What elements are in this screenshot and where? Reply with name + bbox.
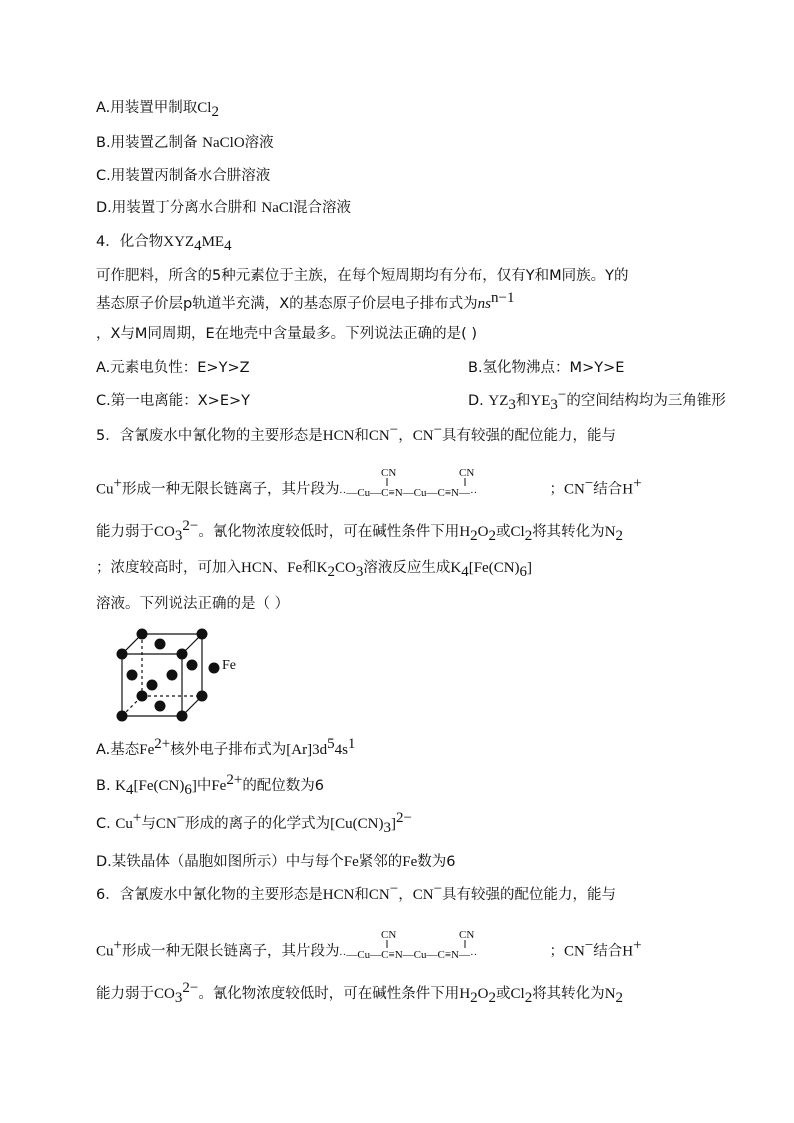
q5-stem-line3: 能力弱于$CO_3^{2-}$。氰化物浓度较低时，可在碱性条件下用$H_2O_2$或$Cl_2$将其转化为$N_2$	[96, 518, 624, 544]
q5-stem-line2: Cu+形成一种无限长链离子，其片段为 CN CN ··—Cu—C≡N—Cu—C≡N—·· ；CN−结合H+	[96, 466, 754, 500]
q6-stem-line3: 能力弱于$CO_3^{2-}$。氰化物浓度较低时，可在碱性条件下用$H_2O_2$或$Cl_2$将其转化为$N_2$	[96, 980, 624, 1006]
q5-stem-line4: ；浓度较高时，可加入HCN、Fe和$K_2CO_3$溶液反应生成$K_4[Fe(CN)_6]$	[96, 560, 533, 580]
q5-stem-line1: 5．含氰废水中氰化物的主要形态是HCN和CN−，CN−具有较强的配位能力，能与	[96, 422, 617, 444]
frag-cn-1: CN	[381, 929, 397, 941]
q4-option-c: C.第一电离能：X>E>Y	[96, 393, 250, 409]
q3-option-c: C.用装置丙制备水合肼溶液	[96, 168, 271, 184]
q4-stem-line2: 可作肥料，所含的5种元素位于主族，在每个短周期均有分布，仅有Y和M同族。Y的	[96, 268, 629, 284]
atom-face	[155, 701, 166, 712]
q6-stem-line2: Cu+形成一种无限长链离子，其片段为 CN CN ··—Cu—C≡N—Cu—C≡N—·· ；CN−结合H+	[96, 928, 754, 962]
fe-unit-cell-figure	[110, 624, 240, 728]
legend-atom	[209, 663, 220, 674]
atom-corner	[197, 629, 208, 640]
atom-face	[167, 670, 178, 681]
atom-corner	[177, 711, 188, 722]
q4-stem-line3: 基态原子价层p轨道半充满，X的基态原子价层电子排布式为$ns^{n-1}$	[96, 290, 515, 312]
q3-option-d: D.用装置丁分离水合肼和 NaCl混合溶液	[96, 200, 352, 216]
cu-cn-chain-fragment	[339, 928, 549, 975]
frag-cn-1: CN	[381, 467, 397, 479]
frag-chain: ··—Cu—C≡N—Cu—C≡N—··	[339, 949, 478, 961]
cube-legend-label: Fe	[222, 658, 236, 673]
frag-chain: ··—Cu—C≡N—Cu—C≡N—··	[339, 487, 478, 499]
q4-option-b: B.氢化物沸点：M>Y>E	[468, 360, 625, 376]
q4-option-d: D. $YZ_3$和$YE_3^-$的空间结构均为三角锥形	[468, 387, 726, 413]
q4-options-ab	[96, 358, 754, 378]
q4-option-a: A.元素电负性：E>Y>Z	[96, 360, 250, 376]
atom-face	[155, 639, 166, 650]
atom-corner	[177, 649, 188, 660]
atom-corner	[197, 691, 208, 702]
atom-face	[147, 680, 158, 691]
cu-cn-chain-fragment	[339, 466, 549, 513]
atom-face	[187, 660, 198, 671]
frag-cn-2: CN	[459, 929, 475, 941]
atom-face	[127, 670, 138, 681]
q5-option-d: D.某铁晶体（晶胞如图所示）中与每个Fe紧邻的Fe数为6	[96, 854, 456, 870]
atom-corner	[137, 691, 148, 702]
frag-cn-2: CN	[459, 467, 475, 479]
q4-stem-line4: ，X与M同周期，E在地壳中含量最多。下列说法正确的是( )	[96, 326, 478, 342]
atom-corner	[117, 649, 128, 660]
q3-option-a: A.用装置甲制取$Cl_2$	[96, 100, 219, 120]
q4-stem: 4．化合物$XYZ_4ME_4$	[96, 234, 232, 254]
q5-option-a: A.基态$Fe^{2+}$核外电子排布式为$[Ar]3d^54s^1$	[96, 736, 356, 758]
q5-stem-line5: 溶液。下列说法正确的是（ ）	[96, 596, 290, 612]
atom-corner	[117, 711, 128, 722]
q3-option-b: B.用装置乙制备 NaClO溶液	[96, 135, 274, 151]
q5-option-b: B. $K_4[Fe(CN)_6]$中$Fe^{2+}$的配位数为6	[96, 772, 325, 798]
q5-option-c: C. Cu+与CN−形成的离子的化学式为$[Cu(CN)_3]^{2-}$	[96, 810, 412, 836]
q6-stem-line1: 6．含氰废水中氰化物的主要形态是HCN和CN−，CN−具有较强的配位能力，能与	[96, 881, 617, 903]
q4-options-cd	[96, 387, 754, 413]
atom-corner	[137, 629, 148, 640]
